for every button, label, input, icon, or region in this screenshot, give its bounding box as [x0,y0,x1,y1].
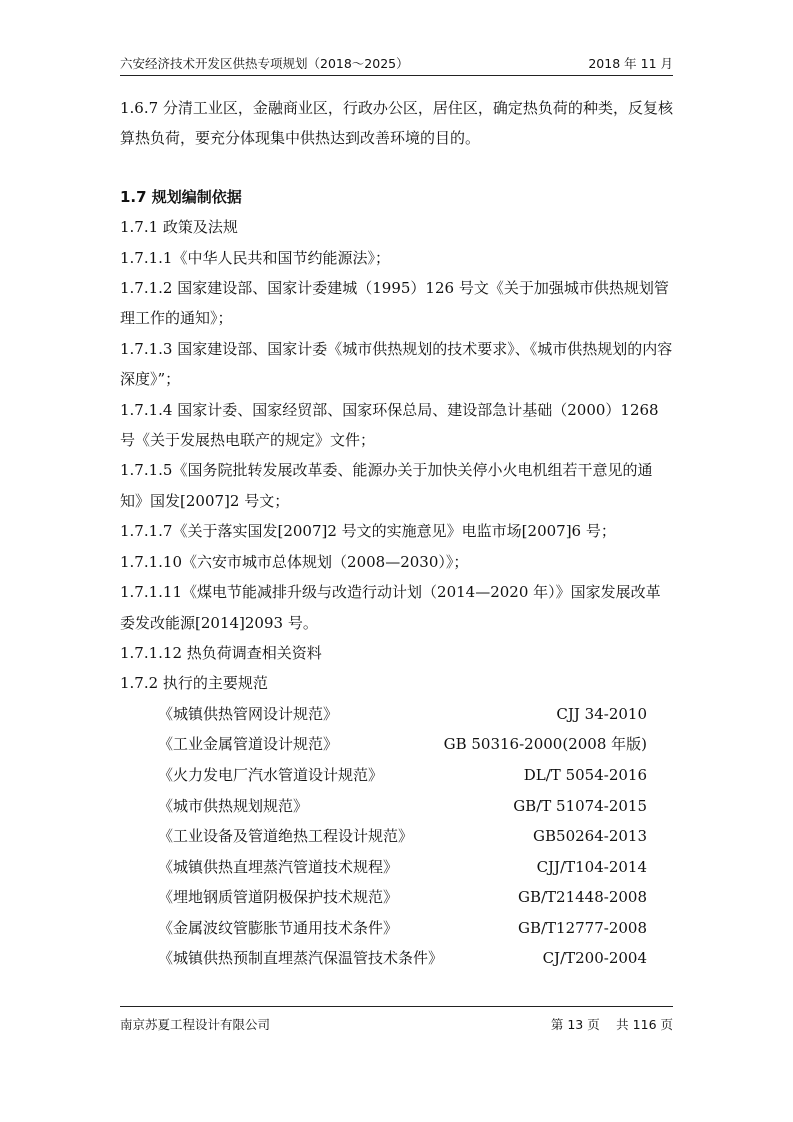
paragraph-1-7-1-2: 1.7.1.2 国家建设部、国家计委建城（1995）126 号文《关于加强城市供热规划管理工作的通知》； [120,279,669,328]
standard-code: DL/T 5054-2016 [523,765,647,784]
paragraph-1-7-1-7: 1.7.1.7《关于落实国发[2007]2 号文的实施意见》电监市场[2007]6 号； [120,522,616,541]
standard-code: GB50264-2013 [533,827,647,846]
standard-name: 《工业设备及管道绝热工程设计规范》 [158,827,414,846]
standard-item [120,852,673,883]
paragraph-1-7-1-10: 1.7.1.10《六安市城市总体规划（2008—2030）》； [120,552,469,571]
standard-name: 《城镇供热预制直埋蒸汽保温管技术条件》 [158,949,444,968]
paragraph-1-6-7: 1.6.7 分清工业区，金融商业区，行政办公区，居住区，确定热负荷的种类，反复核算热负荷，要充分体现集中供热达到改善环境的目的。 [120,99,673,148]
company-name: 南京苏夏工程设计有限公司 [120,1017,271,1032]
standard-code: CJ/T200-2004 [542,949,647,968]
standard-item [120,760,673,791]
paragraph-1-7-1-3: 1.7.1.3 国家建设部、国家计委《城市供热规划的技术要求》、《城市供热规划的内容深度》”； [120,339,673,389]
document-title: 六安经济技术开发区供热专项规划（2018～2025） [120,56,409,71]
standard-item [120,791,673,822]
standard-name: 《埋地钢质管道阴极保护技术规范》 [158,888,399,907]
standard-name: 《火力发电厂汽水管道设计规范》 [158,765,384,784]
header-rule [120,75,673,76]
standard-code: GB/T12777-2008 [517,918,647,937]
paragraph-1-7-1-1: 1.7.1.1《中华人民共和国节约能源法》； [120,248,390,267]
paragraph-1-7-2: 1.7.2 执行的主要规范 [120,674,268,693]
standards-list [120,699,673,974]
section-heading-1-7: 1.7 规划编制依据 [120,187,242,206]
standard-item [120,943,673,974]
standard-name: 《城市供热规划规范》 [158,796,309,815]
paragraph-1-7-1-11: 1.7.1.11《煤电节能减排升级与改造行动计划（2014—2020 年）》国家发展改革委发改能源[2014]2093 号。 [120,583,661,632]
paragraph-1-7-1-4: 1.7.1.4 国家计委、国家经贸部、国家环保总局、建设部急计基础（2000）1268 号《关于发展热电联产的规定》文件； [120,400,659,450]
standard-code: GB 50316-2000(2008 年版) [443,735,647,754]
section-gap [120,154,673,182]
standard-name: 《城镇供热直埋蒸汽管道技术规程》 [158,857,399,876]
standard-code: GB/T21448-2008 [517,888,647,907]
standard-code: GB/T 51074-2015 [513,796,647,815]
document-date: 2018 年 11 月 [588,56,673,71]
standard-code: CJJ/T104-2014 [536,857,647,876]
page-footer [120,1015,673,1033]
paragraph-1-7-1-12: 1.7.1.12 热负荷调查相关资料 [120,643,322,662]
standard-name: 《城镇供热管网设计规范》 [158,704,339,723]
paragraph-1-7-1: 1.7.1 政策及法规 [120,218,238,237]
standard-item [120,729,673,760]
standard-item [120,882,673,913]
standard-code: CJJ 34-2010 [556,704,647,723]
paragraph-1-7-1-5: 1.7.1.5《国务院批转发展改革委、能源办关于加快关停小火电机组若干意见的通知》国发[2007]2 号文； [120,461,653,510]
page-header [120,54,673,72]
standard-item [120,913,673,944]
page-body [120,93,673,974]
standard-item [120,699,673,730]
standard-item [120,821,673,852]
page-number: 第 13 页 共 116 页 [550,1017,673,1032]
standard-name: 《工业金属管道设计规范》 [158,735,339,754]
standard-name: 《金属波纹管膨胀节通用技术条件》 [158,918,399,937]
footer-rule [120,1006,673,1007]
